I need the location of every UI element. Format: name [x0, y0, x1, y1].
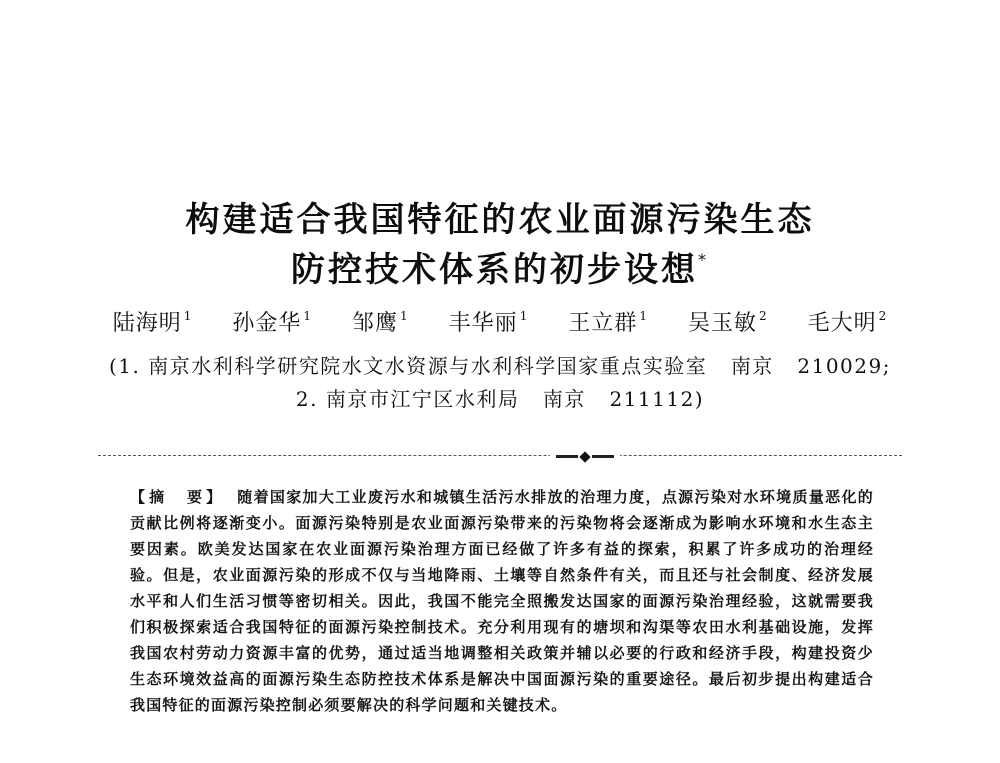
author-list — [0, 306, 1000, 337]
abstract-paragraph — [130, 484, 874, 718]
author-affil-mark: 1 — [183, 309, 193, 323]
author-affil-mark: 1 — [639, 309, 648, 323]
ornament-diamond-icon — [579, 451, 590, 462]
ornament-bar-left — [556, 455, 578, 458]
author — [688, 306, 768, 337]
abstract-text: 随着国家加大工业废污水和城镇生活污水排放的治理力度，点源污染对水环境质量恶化的贡献比例将逐渐变小。面源污染特别是农业面源污染带来的污染物将会逐渐成为影响水环境和水生态主要因素。欧美发达国家在农业面源污染治理方面已经做了许多有益的探索，积累了许多成功的治理经验。但是，农业面源污染的形成不仅与当地降雨、土壤等自然条件有关，而且还与社会制度、经济发展水平和人们生活习惯等密切相关。因此，我国不能完全照搬发达国家的面源污染治理经验，这就需要我们积极探索适合我国特征的面源污染控制技术。充分利用现有的塘坝和沟渠等农田水利基础设施，发挥我国农村劳动力资源丰富的优势，通过适当地调整相关政策并辅以必要的行政和经济手段，构建投资少生态环境效益高的面源污染生态防控技术体系是解决中国面源污染的重要途径。最后初步提出构建适合我国特征的面源污染控制必须要解决的科学问题和关键技术。 — [130, 488, 874, 714]
author-name: 丰华丽 — [448, 311, 518, 336]
author-name: 孙金华 — [232, 311, 302, 336]
divider-ornament — [550, 449, 620, 463]
title-line-1: 构建适合我国特征的农业面源污染生态 — [185, 200, 815, 240]
title-footnote-mark: * — [698, 250, 709, 269]
title-line-2 — [0, 242, 1000, 291]
author — [808, 306, 888, 337]
section-divider — [98, 449, 902, 463]
author — [232, 306, 312, 337]
author — [449, 306, 529, 337]
abstract-label: 【摘 要】 — [130, 488, 226, 506]
author-affil-mark: 1 — [519, 309, 529, 323]
affiliation-line-1: (1. 南京水利科学研究院水文水资源与水利科学国家重点实验室 南京 210029; — [109, 354, 891, 378]
author-affil-mark: 2 — [878, 309, 888, 323]
ornament-bar-right — [592, 455, 614, 458]
author-name: 毛大明 — [807, 311, 877, 336]
author-name: 邹鹰 — [352, 311, 399, 336]
author-affil-mark: 1 — [400, 309, 409, 323]
author-name: 王立群 — [568, 311, 638, 336]
author-name: 陆海明 — [112, 311, 182, 336]
affiliation-line-2: 2. 南京市江宁区水利局 南京 211112) — [295, 387, 705, 411]
author-name: 吴玉敏 — [687, 311, 757, 336]
author — [568, 306, 648, 337]
divider-rule — [98, 455, 902, 456]
author-affil-mark: 1 — [303, 309, 313, 323]
author-affil-mark: 2 — [759, 309, 768, 323]
author — [352, 306, 409, 337]
author — [113, 306, 193, 337]
title-line-2-text: 防控技术体系的初步设想 — [291, 250, 698, 290]
